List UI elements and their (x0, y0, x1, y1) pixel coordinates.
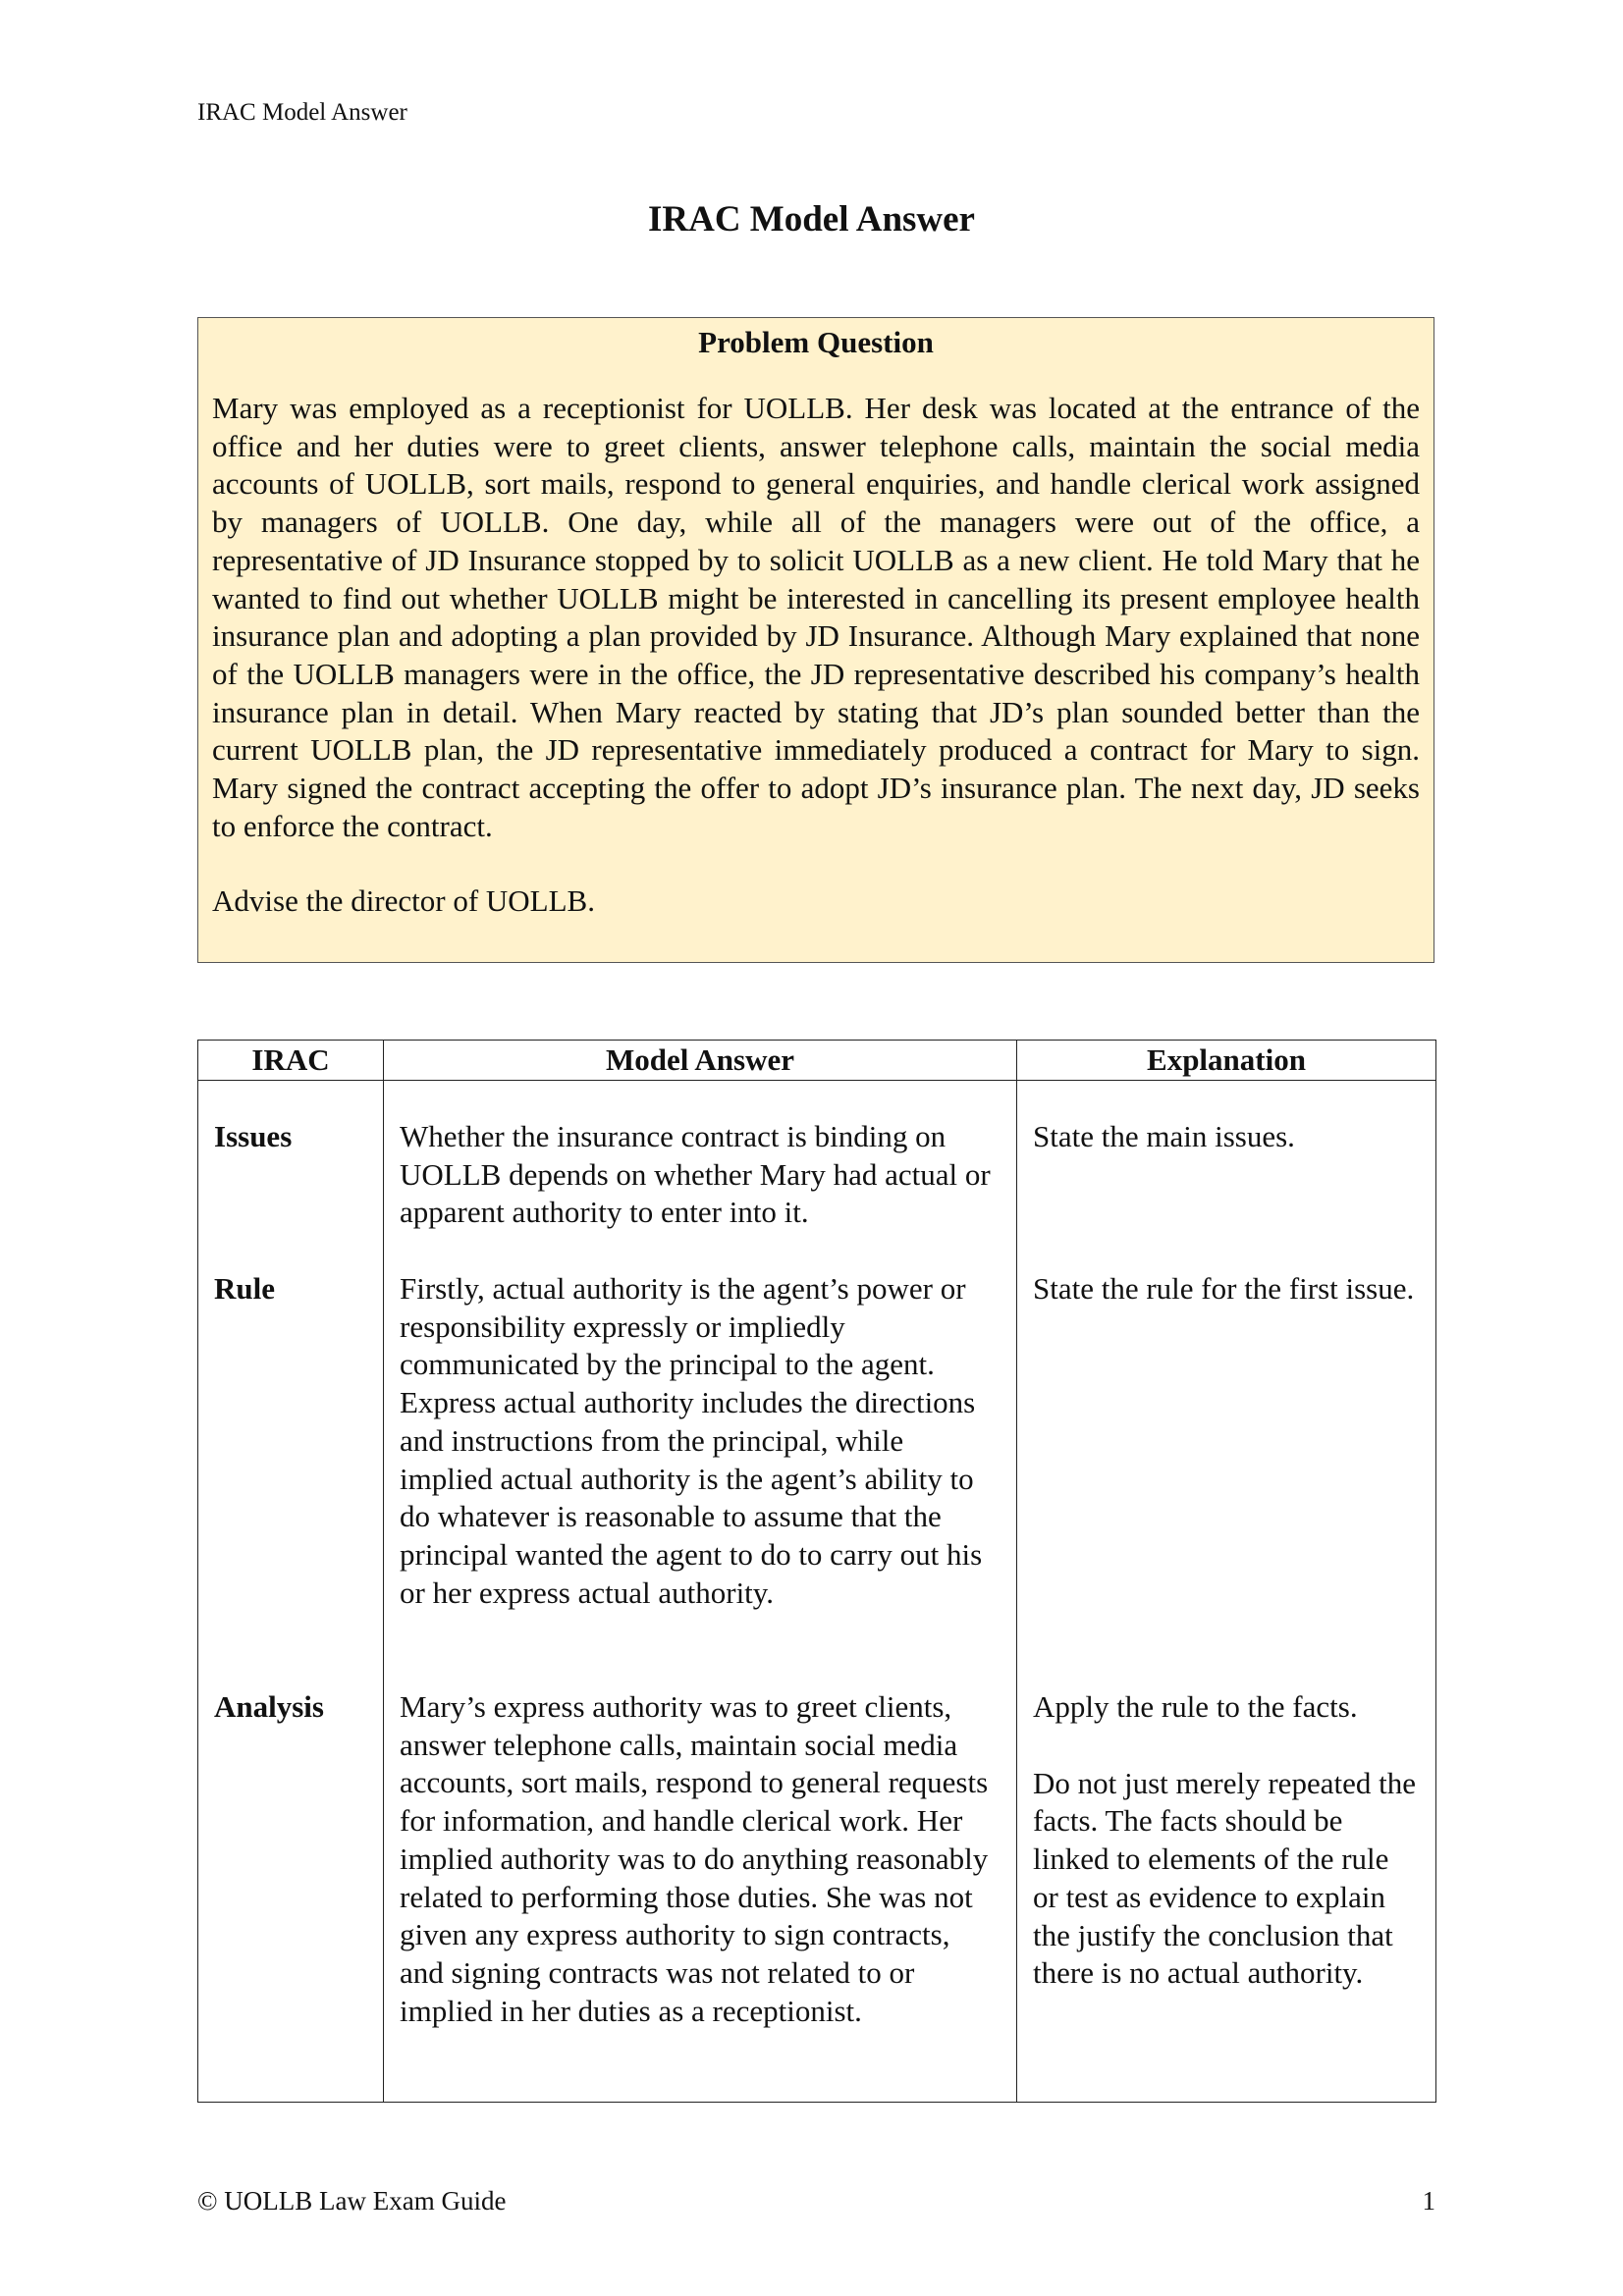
column-header-model-answer: Model Answer (384, 1041, 1017, 1081)
model-answer-issues: Whether the insurance contract is binding on UOLLB depends on whether Mary had actual or apparent authority to enter into it. (400, 1119, 991, 1230)
explanation-analysis-apply: Apply the rule to the facts. (1033, 1689, 1358, 1724)
explanation-analysis-guidance: Do not just merely repeated the facts. The facts should be linked to elements of the rule or test as evidence to explain the justify the conclusion that there is no actual authority. (1033, 1765, 1416, 1991)
problem-question-box (197, 317, 1434, 963)
irac-label-cell (198, 1081, 384, 2103)
irac-label-rule: Rule (214, 1271, 275, 1306)
table-header-row (198, 1041, 1436, 1081)
model-answer-cell (384, 1081, 1017, 2103)
irac-table (197, 1040, 1436, 2103)
footer-copyright: © UOLLB Law Exam Guide (197, 2186, 507, 2216)
irac-label-issues: Issues (214, 1119, 293, 1153)
model-answer-rule: Firstly, actual authority is the agent’s power or responsibility expressly or impliedly communicated by the principal to the agent. Express actual authority includes the directions and instructions from the principal, while implied actual authority is the agent’s ability to do whatever is reasonable to assume that the principal wanted the agent to do to carry out his or her express actual authority. (400, 1271, 983, 1610)
model-answer-analysis: Mary’s express authority was to greet clients, answer telephone calls, maintain social media accounts, sort mails, respond to general requests for information, and handle clerical work. Her implied authority was to do anything reasonably related to performing those duties. She was not given any express authority to sign contracts, and signing contracts was not related to or implied in her duties as a receptionist. (400, 1689, 989, 2028)
problem-question-instruction: Advise the director of UOLLB. (212, 883, 595, 919)
problem-question-body: Mary was employed as a receptionist for UOLLB. Her desk was located at the entrance of the office and her duties were to greet clients, answer telephone calls, maintain the social media accounts of UOLLB, sort mails, respond to general enquiries, and handle clerical work assigned by managers of UOLLB. One day, while all of the managers were out of the office, a representative of JD Insurance stopped by to solicit UOLLB as a new client. He told Mary that he wanted to find out whether UOLLB might be interested in cancelling its present employee health insurance plan and adopting a plan provided by JD Insurance. Although Mary explained that none of the UOLLB managers were in the office, the JD representative described his company’s health insurance plan in detail. When Mary reacted by stating that JD’s plan sounded better than the current UOLLB plan, the JD representative immediately produced a contract for Mary to sign. Mary signed the contract accepting the offer to adopt JD’s insurance plan. The next day, JD seeks to enforce the contract. (212, 391, 1420, 843)
explanation-rule: State the rule for the first issue. (1033, 1271, 1415, 1306)
page-title: IRAC Model Answer (648, 199, 975, 240)
page-number: 1 (1422, 2186, 1435, 2216)
explanation-cell (1017, 1081, 1436, 2103)
explanation-issues: State the main issues. (1033, 1119, 1295, 1153)
problem-question-heading: Problem Question (698, 325, 934, 359)
column-header-irac: IRAC (198, 1041, 384, 1081)
table-row (198, 1081, 1436, 2103)
column-header-explanation: Explanation (1017, 1041, 1436, 1081)
irac-label-analysis: Analysis (214, 1689, 324, 1724)
running-header: IRAC Model Answer (197, 99, 407, 126)
